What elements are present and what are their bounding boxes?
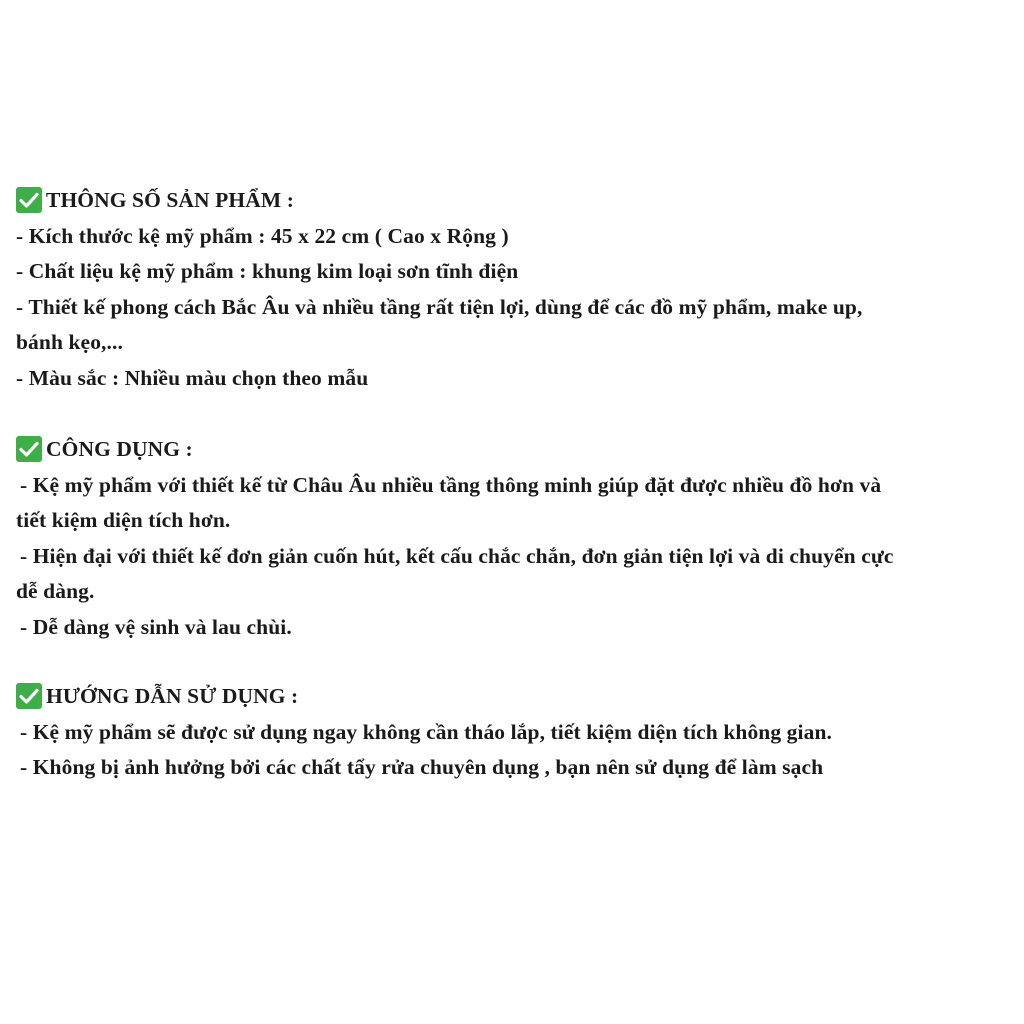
use-line-2-continued: dễ dàng. <box>16 579 95 603</box>
spec-line-material: - Chất liệu kệ mỹ phẩm : khung kim loại sơn tĩnh điện <box>16 259 519 283</box>
heading-text: THÔNG SỐ SẢN PHẨM : <box>46 188 294 212</box>
spec-line-design: - Thiết kế phong cách Bắc Âu và nhiều tầng rất tiện lợi, dùng để các đồ mỹ phẩm, make up, <box>16 294 863 319</box>
instruction-line-2: - Không bị ảnh hưởng bởi các chất tẩy rửa chuyên dụng , bạn nên sử dụng để làm sạch <box>20 755 824 779</box>
section-uses <box>16 432 1016 645</box>
section-heading <box>16 432 1016 468</box>
use-line-1-continued: tiết kiệm diện tích hơn. <box>16 508 231 532</box>
section-heading <box>16 679 1016 715</box>
spec-line-design-continued: bánh kẹo,... <box>16 330 123 354</box>
spec-line-color: - Màu sắc : Nhiều màu chọn theo mẫu <box>16 365 369 390</box>
use-line-3: - Dễ dàng vệ sinh và lau chùi. <box>20 614 292 639</box>
check-mark-icon <box>16 683 42 709</box>
instruction-line-1: - Kệ mỹ phẩm sẽ được sử dụng ngay không cần tháo lắp, tiết kiệm diện tích không gian. <box>20 719 832 744</box>
section-heading <box>16 183 1016 219</box>
section-instructions <box>16 679 1016 786</box>
check-mark-icon <box>16 436 42 462</box>
use-line-1: - Kệ mỹ phẩm với thiết kế từ Châu Âu nhiều tầng thông minh giúp đặt được nhiều đồ hơn và <box>20 472 882 497</box>
check-mark-icon <box>16 187 42 213</box>
heading-text: CÔNG DỤNG : <box>46 437 193 461</box>
use-line-2: - Hiện đại với thiết kế đơn giản cuốn hút, kết cấu chắc chắn, đơn giản tiện lợi và di chuyển cực <box>20 543 894 568</box>
spec-line-size: - Kích thước kệ mỹ phẩm : 45 x 22 cm ( Cao x Rộng ) <box>16 223 509 248</box>
heading-text: HƯỚNG DẪN SỬ DỤNG : <box>46 684 299 708</box>
section-specifications <box>16 183 1016 396</box>
